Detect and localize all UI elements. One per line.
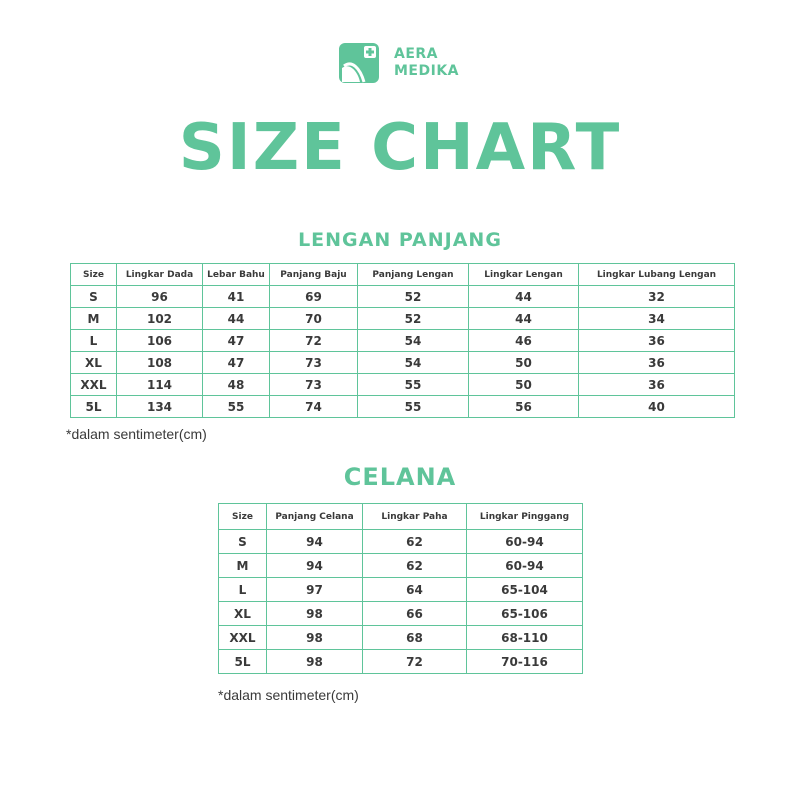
column-header: Size (219, 504, 267, 530)
table-cell: 47 (203, 330, 270, 352)
table-cell: 5L (219, 650, 267, 674)
table-cell: M (219, 554, 267, 578)
table-cell: 52 (358, 286, 469, 308)
table-cell: M (71, 308, 117, 330)
table-cell: XXL (219, 626, 267, 650)
table-cell: 34 (579, 308, 735, 330)
page-title: SIZE CHART (178, 111, 622, 185)
table-cell: 74 (270, 396, 358, 418)
table-cell: 64 (363, 578, 467, 602)
table-cell: 48 (203, 374, 270, 396)
table-cell: 40 (579, 396, 735, 418)
table-cell: 36 (579, 330, 735, 352)
table-cell: 44 (469, 286, 579, 308)
table-cell: 102 (117, 308, 203, 330)
table-cell: 60-94 (467, 554, 583, 578)
table-row (71, 396, 735, 418)
column-header: Lingkar Paha (363, 504, 467, 530)
table-row (71, 374, 735, 396)
table-cell: 50 (469, 352, 579, 374)
table-cell: 47 (203, 352, 270, 374)
table-cell: 98 (267, 626, 363, 650)
table-cell: 46 (469, 330, 579, 352)
table-cell: 72 (270, 330, 358, 352)
brand-name-line1: AERA (394, 46, 439, 62)
table-cell: 98 (267, 602, 363, 626)
table-cell: 54 (358, 352, 469, 374)
table-cell: 98 (267, 650, 363, 674)
table-cell: 66 (363, 602, 467, 626)
table-cell: 55 (358, 396, 469, 418)
unit-note: *dalam sentimeter(cm) (218, 687, 359, 703)
table-row (71, 330, 735, 352)
table-cell: 62 (363, 554, 467, 578)
table-cell: 134 (117, 396, 203, 418)
medical-bag-logo-icon (338, 42, 380, 84)
table-cell: 114 (117, 374, 203, 396)
table-cell: 97 (267, 578, 363, 602)
column-header: Lingkar Pinggang (467, 504, 583, 530)
table-cell: 62 (363, 530, 467, 554)
table-cell: L (71, 330, 117, 352)
table-row (219, 530, 583, 554)
table-cell: 36 (579, 374, 735, 396)
table-cell: 32 (579, 286, 735, 308)
table-cell: XL (219, 602, 267, 626)
column-header: Size (71, 264, 117, 286)
table-cell: 50 (469, 374, 579, 396)
brand-logo (338, 42, 459, 84)
table-cell: 70 (270, 308, 358, 330)
table-cell: 96 (117, 286, 203, 308)
table-row (219, 578, 583, 602)
table-cell: 68 (363, 626, 467, 650)
table-cell: 44 (203, 308, 270, 330)
table-cell: 73 (270, 352, 358, 374)
table-cell: 54 (358, 330, 469, 352)
table-cell: 55 (203, 396, 270, 418)
column-header: Lingkar Lengan (469, 264, 579, 286)
size-table-celana (218, 503, 583, 674)
table-cell: 106 (117, 330, 203, 352)
table-cell: 69 (270, 286, 358, 308)
table-header-row (71, 264, 735, 286)
table-cell: 52 (358, 308, 469, 330)
table-cell: 94 (267, 530, 363, 554)
column-header: Panjang Lengan (358, 264, 469, 286)
table-cell: 94 (267, 554, 363, 578)
table-cell: 5L (71, 396, 117, 418)
column-header: Panjang Baju (270, 264, 358, 286)
table-cell: S (219, 530, 267, 554)
unit-note: *dalam sentimeter(cm) (66, 426, 207, 442)
column-header: Panjang Celana (267, 504, 363, 530)
table-cell: 73 (270, 374, 358, 396)
table-row (219, 602, 583, 626)
table-cell: 108 (117, 352, 203, 374)
table-title-celana: CELANA (343, 463, 457, 491)
column-header: Lingkar Dada (117, 264, 203, 286)
table-row (71, 286, 735, 308)
table-cell: XXL (71, 374, 117, 396)
table-cell: 70-116 (467, 650, 583, 674)
table-row (71, 308, 735, 330)
brand-name-line2: MEDIKA (394, 63, 460, 79)
table-row (219, 650, 583, 674)
column-header: Lingkar Lubang Lengan (579, 264, 735, 286)
table-cell: 65-104 (467, 578, 583, 602)
table-cell: 55 (358, 374, 469, 396)
table-row (71, 352, 735, 374)
table-header-row (219, 504, 583, 530)
table-row (219, 626, 583, 650)
table-cell: 36 (579, 352, 735, 374)
table-title-lengan-panjang: LENGAN PANJANG (298, 229, 502, 251)
table-row (219, 554, 583, 578)
size-table-lengan-panjang (70, 263, 735, 418)
table-cell: 68-110 (467, 626, 583, 650)
table-cell: XL (71, 352, 117, 374)
table-cell: 60-94 (467, 530, 583, 554)
column-header: Lebar Bahu (203, 264, 270, 286)
table-cell: 41 (203, 286, 270, 308)
table-cell: L (219, 578, 267, 602)
table-cell: S (71, 286, 117, 308)
table-cell: 72 (363, 650, 467, 674)
table-cell: 56 (469, 396, 579, 418)
table-cell: 65-106 (467, 602, 583, 626)
table-cell: 44 (469, 308, 579, 330)
